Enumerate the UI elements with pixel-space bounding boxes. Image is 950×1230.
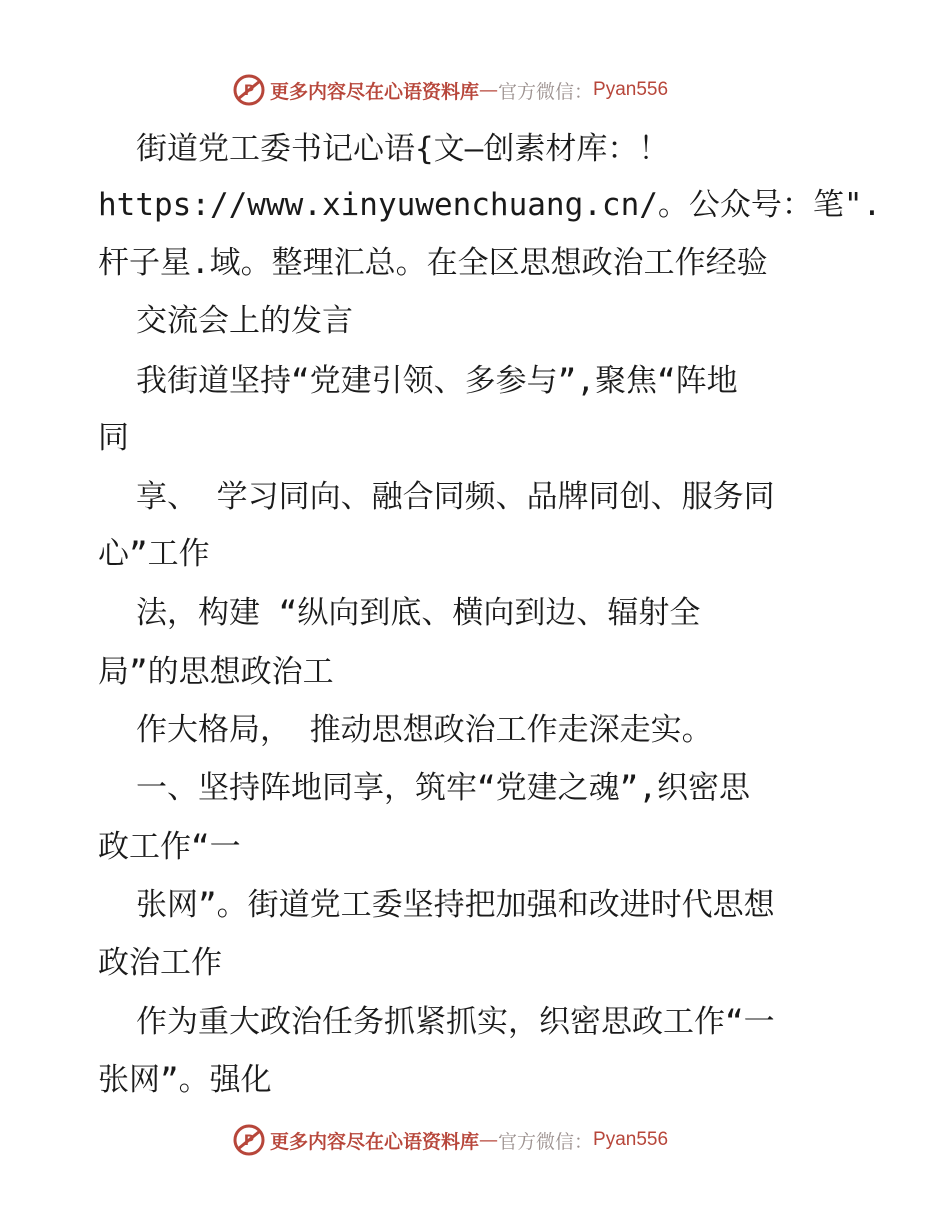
watermark-wechat-id: Pyan556 <box>593 79 669 100</box>
watermark-wechat-id: Pyan556 <box>593 1129 669 1150</box>
watermark-header <box>232 72 712 108</box>
watermark-wechat-label: 官方微信： <box>498 1130 594 1153</box>
logo-letter: P <box>243 83 255 99</box>
text-line: 政工作“一 <box>98 829 241 865</box>
text-line: 作大格局， 推动思想政治工作走深走实。 <box>136 712 713 748</box>
watermark-footer <box>232 1122 712 1158</box>
logo-icon <box>232 1123 266 1157</box>
text-line: 杆子星.域。整理汇总。在全区思想政治工作经验 <box>98 245 768 281</box>
text-line: 享、 学习同向、融合同频、品牌同创、服务同 <box>136 479 775 515</box>
logo-letter: P <box>243 1133 255 1149</box>
text-line: 街道党工委书记心语{文—创素材库：！ <box>136 131 670 167</box>
text-line: 交流会上的发言 <box>136 303 353 339</box>
text-line: 心”工作 <box>98 536 210 572</box>
text-line: 张网”。街道党工委坚持把加强和改进时代思想 <box>136 887 775 923</box>
text-line: https://www.xinyuwenchuang.cn/。公众号：笔". <box>98 187 882 223</box>
text-line: 作为重大政治任务抓紧抓实，织密思政工作“一 <box>136 1004 775 1040</box>
text-line: 同 <box>98 420 129 456</box>
watermark-main-text: 更多内容尽在心语资料库 <box>270 1130 480 1153</box>
text-line: 我街道坚持“党建引领、多参与”,聚焦“阵地 <box>136 363 738 399</box>
text-line: 局”的思想政治工 <box>98 654 334 690</box>
text-line: 一、坚持阵地同享，筑牢“党建之魂”,织密思 <box>136 770 750 806</box>
watermark-wechat-label: 官方微信： <box>498 80 594 103</box>
watermark-dash: — <box>479 1129 499 1151</box>
text-line: 张网”。强化 <box>98 1062 272 1098</box>
logo-icon <box>232 73 266 107</box>
text-line: 法，构建 “纵向到底、横向到边、辐射全 <box>136 595 701 631</box>
watermark-dash: — <box>479 79 499 101</box>
watermark-main-text: 更多内容尽在心语资料库 <box>270 80 480 103</box>
text-line: 政治工作 <box>98 945 222 981</box>
